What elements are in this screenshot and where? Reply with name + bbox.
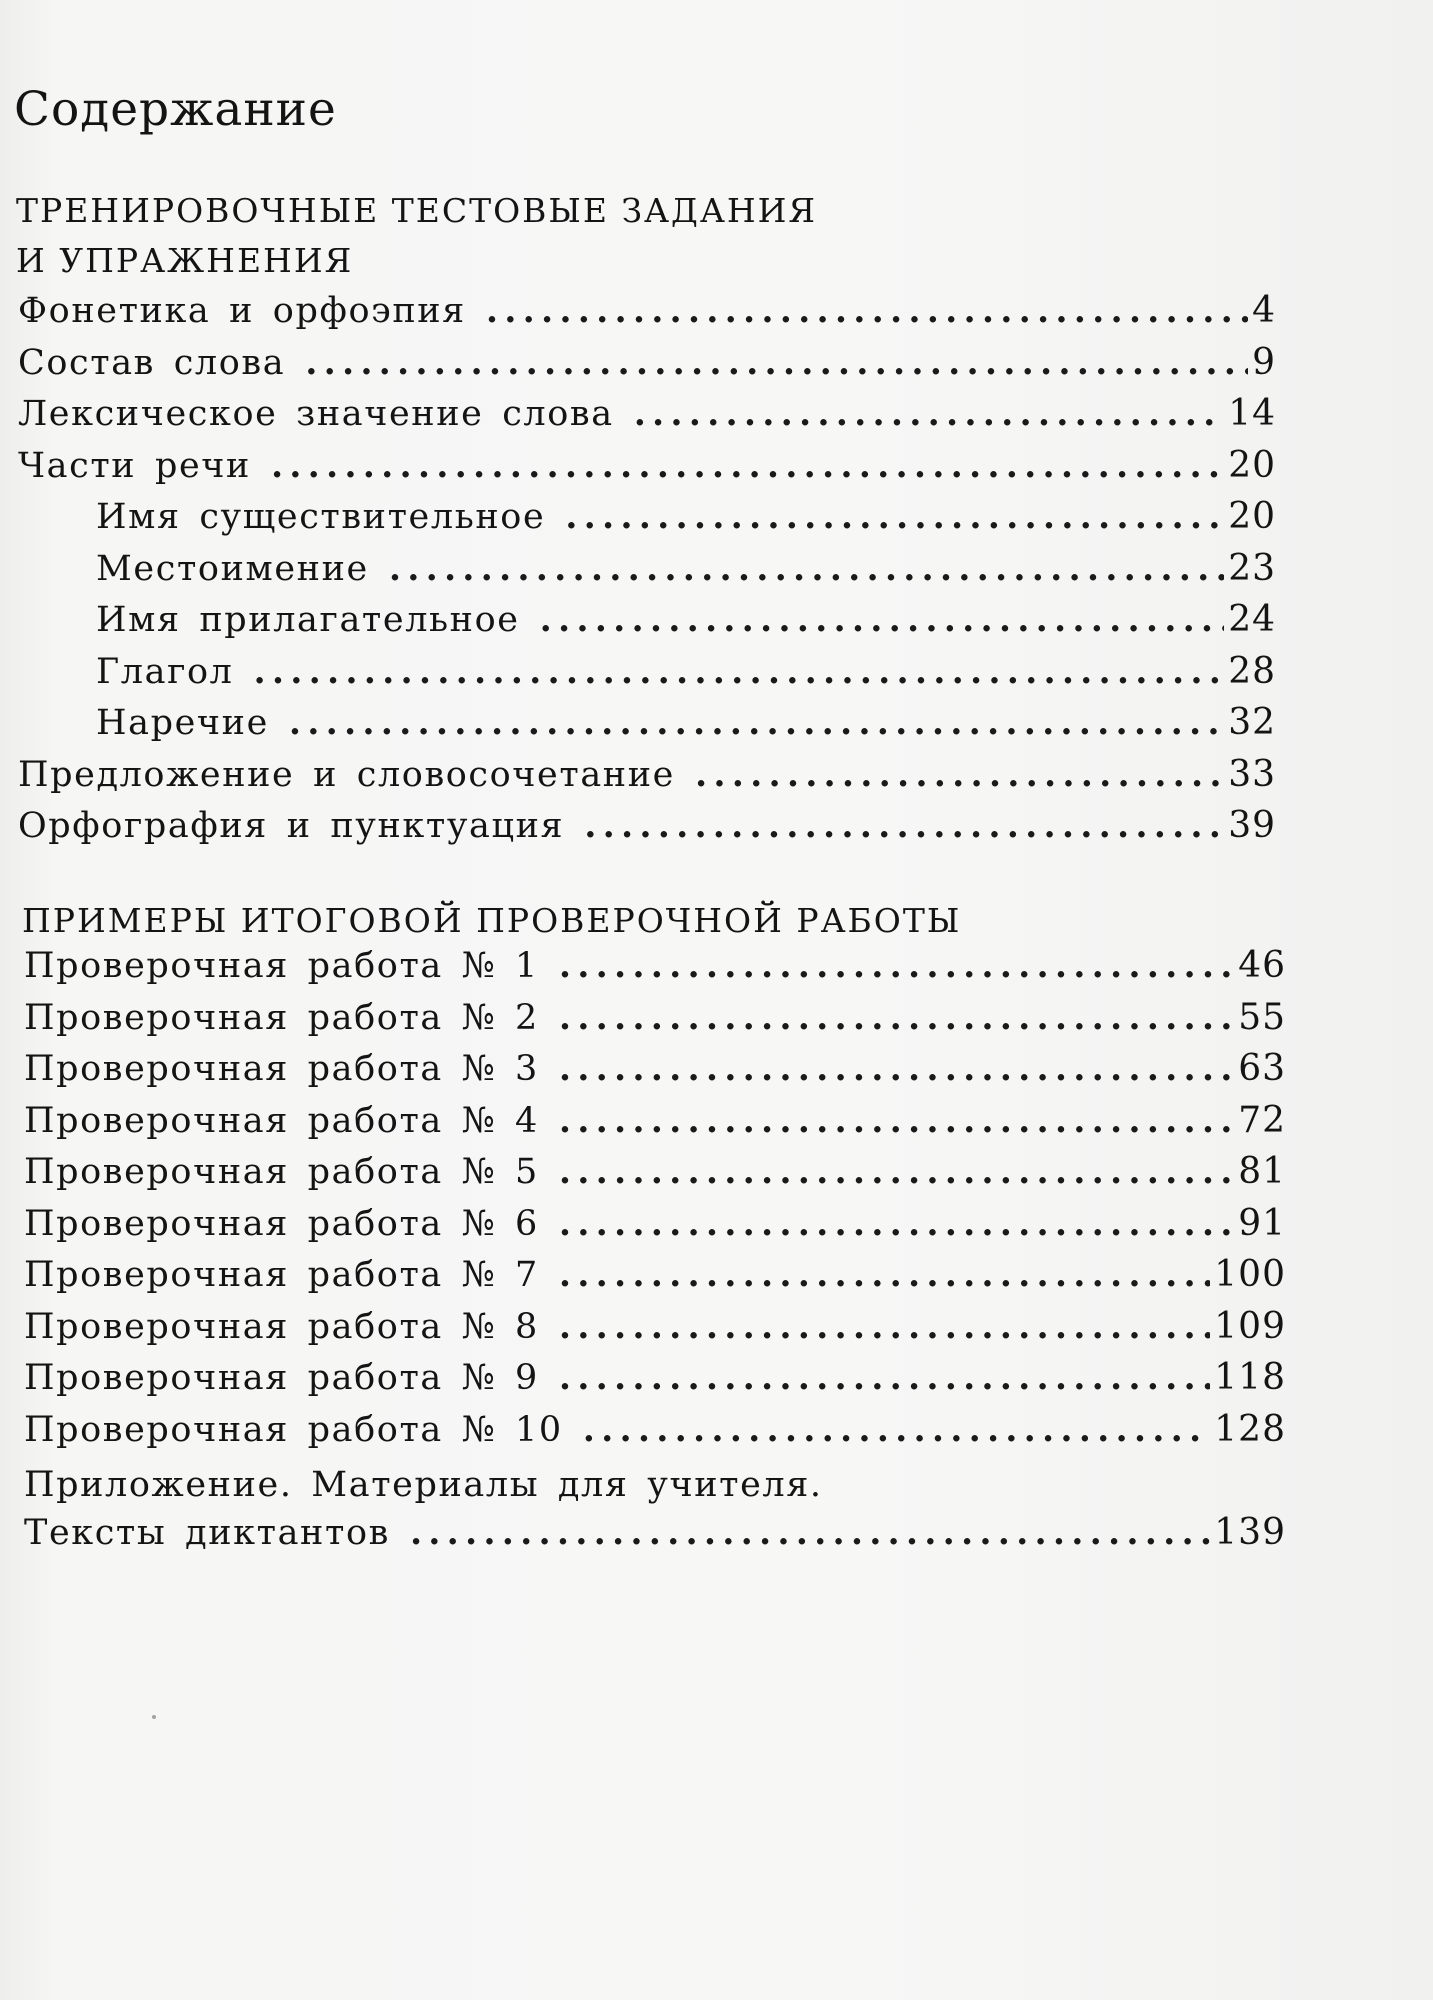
- toc-entry: [18, 445, 1276, 497]
- toc-entry-page: 20: [1228, 496, 1276, 537]
- toc-entry: [24, 1409, 1286, 1461]
- toc-entry-title: Проверочная работа № 4: [24, 1100, 539, 1141]
- toc-entry: [18, 805, 1276, 857]
- toc-entry: [24, 1254, 1286, 1306]
- toc-entry-title: Проверочная работа № 6: [24, 1203, 539, 1244]
- toc-entry-page: 28: [1228, 650, 1276, 692]
- toc-entry: [24, 1203, 1286, 1255]
- dot-leader: [389, 548, 1224, 589]
- toc-entry-title: Глагол: [96, 651, 234, 692]
- toc-entry-page: 9: [1252, 341, 1276, 383]
- toc-entry-title: Состав слова: [18, 342, 286, 383]
- toc-entry-page: 46: [1238, 945, 1286, 986]
- dot-leader: [559, 1203, 1234, 1244]
- toc-entry: [24, 945, 1286, 997]
- toc-entry-title: Орфография и пунктуация: [18, 806, 565, 846]
- toc-list-examples: [24, 945, 1286, 1563]
- toc-entry-title: Местоимение: [96, 548, 369, 589]
- dot-leader: [540, 599, 1225, 640]
- toc-entry-page: 33: [1228, 753, 1276, 795]
- toc-entry-page: 14: [1228, 393, 1276, 434]
- dot-leader: [584, 805, 1224, 846]
- toc-entry: [24, 1357, 1286, 1409]
- dot-leader: [565, 496, 1224, 537]
- toc-entry-title: Проверочная работа № 10: [24, 1409, 563, 1450]
- dot-leader: [486, 290, 1248, 331]
- toc-entry-page: 23: [1228, 547, 1276, 589]
- dot-leader: [583, 1409, 1210, 1450]
- toc-entry-page: 72: [1238, 1099, 1286, 1141]
- toc-entry-page: 109: [1214, 1305, 1286, 1347]
- toc-entry-page: 91: [1238, 1202, 1286, 1244]
- dot-leader: [559, 1151, 1234, 1192]
- toc-entry-page: 100: [1214, 1254, 1286, 1295]
- dot-leader: [559, 945, 1234, 986]
- toc-entry-title: Проверочная работа № 1: [24, 946, 539, 986]
- dot-leader: [559, 1048, 1234, 1089]
- toc-subentry: [18, 548, 1276, 600]
- toc-list-training: [18, 290, 1276, 857]
- toc-entry-title: Тексты диктантов: [24, 1512, 390, 1553]
- toc-entry: [24, 1100, 1286, 1152]
- toc-subentry: [18, 496, 1276, 548]
- dot-leader: [634, 393, 1225, 434]
- toc-title: Содержание: [14, 82, 337, 137]
- toc-entry-title: Предложение и словосочетание: [18, 754, 675, 795]
- toc-entry-page: 55: [1238, 996, 1286, 1038]
- toc-appendix-line: Приложение. Материалы для учителя.: [24, 1465, 823, 1505]
- section-heading-line: ТРЕНИРОВОЧНЫЕ ТЕСТОВЫЕ ЗАДАНИЯ: [16, 191, 818, 230]
- toc-subentry: [18, 651, 1276, 703]
- toc-entry-title: Части речи: [18, 445, 251, 486]
- toc-entry-page: 128: [1214, 1408, 1286, 1450]
- toc-entry-page: 63: [1238, 1048, 1286, 1089]
- toc-subentry: [18, 599, 1276, 651]
- dot-leader: [559, 1254, 1210, 1295]
- toc-entry-page: 20: [1228, 444, 1276, 486]
- toc-entry-appendix: [24, 1512, 1286, 1564]
- dot-leader: [289, 702, 1224, 743]
- toc-entry-page: 24: [1228, 599, 1276, 640]
- dot-leader: [559, 1100, 1234, 1141]
- dot-leader: [695, 754, 1224, 795]
- dot-leader: [271, 445, 1224, 486]
- toc-entry-title: Имя существительное: [96, 497, 546, 537]
- toc-entry-title: Наречие: [96, 703, 269, 743]
- toc-subentry: [18, 702, 1276, 754]
- dot-leader: [559, 997, 1234, 1038]
- toc-entry-title: Лексическое значение слова: [18, 394, 614, 434]
- toc-entry-title: Проверочная работа № 8: [24, 1306, 539, 1347]
- dot-leader: [559, 1306, 1210, 1347]
- section-heading-examples: ПРИМЕРЫ ИТОГОВОЙ ПРОВЕРОЧНОЙ РАБОТЫ: [22, 901, 962, 940]
- toc-entry: [18, 290, 1276, 342]
- toc-entry-title: Проверочная работа № 5: [24, 1152, 539, 1192]
- toc-entry: [24, 1048, 1286, 1100]
- dot-leader: [410, 1512, 1210, 1553]
- toc-entry-page: 139: [1214, 1511, 1286, 1553]
- toc-entry-page: 39: [1228, 805, 1276, 846]
- toc-entry: [24, 997, 1286, 1049]
- toc-entry: [18, 393, 1276, 445]
- toc-entry: [18, 754, 1276, 806]
- toc-entry-title: Проверочная работа № 7: [24, 1255, 539, 1295]
- toc-entry: [24, 1151, 1286, 1203]
- dot-leader: [559, 1357, 1210, 1398]
- section-heading-training: [16, 186, 936, 286]
- paper-speck: [152, 1715, 156, 1719]
- toc-entry-title: Фонетика и орфоэпия: [18, 291, 466, 331]
- dot-leader: [305, 342, 1248, 383]
- section-heading-line: И УПРАЖНЕНИЯ: [16, 241, 354, 280]
- toc-entry-page: 118: [1214, 1357, 1286, 1398]
- toc-entry-title: Проверочная работа № 9: [24, 1358, 539, 1398]
- toc-entry-title: Имя прилагательное: [96, 600, 520, 640]
- toc-entry-title: Проверочная работа № 2: [24, 997, 539, 1038]
- toc-entry-page: 32: [1228, 702, 1276, 743]
- toc-entry-title: Проверочная работа № 3: [24, 1049, 539, 1089]
- toc-entry-page: 4: [1252, 290, 1276, 331]
- toc-entry: [24, 1306, 1286, 1358]
- toc-entry: [18, 342, 1276, 394]
- toc-entry-page: 81: [1238, 1151, 1286, 1192]
- dot-leader: [254, 651, 1225, 692]
